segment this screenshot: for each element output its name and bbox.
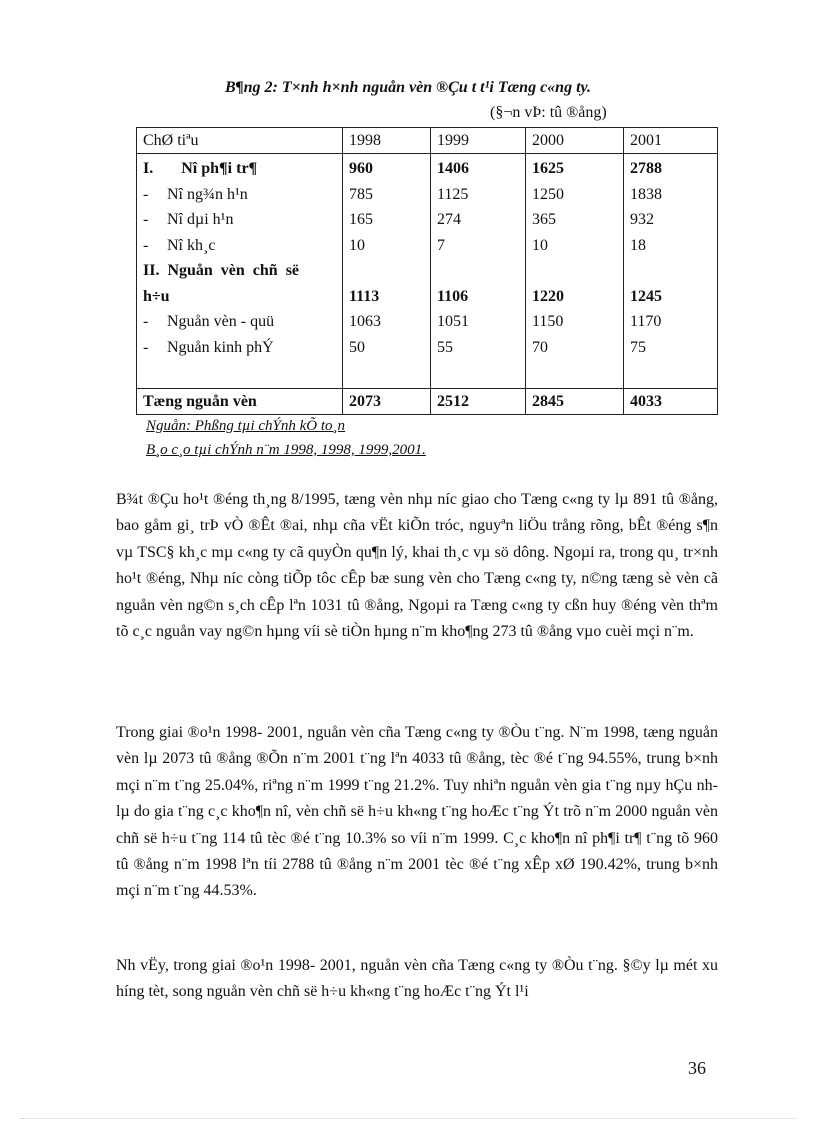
value-cell: 1250 [532, 185, 564, 203]
blank-line [532, 258, 617, 284]
value-cell: 932 [630, 211, 654, 228]
value-cell: 1406 [437, 160, 469, 177]
total-value: 4033 [624, 388, 718, 414]
value-cell: 55 [437, 338, 453, 356]
section2-label-line1: II. Nguån vèn chñ së [143, 262, 300, 279]
blank-line [630, 360, 711, 386]
total-label: Tæng nguån vèn [137, 388, 343, 414]
value-cell: 1245 [630, 287, 662, 305]
blank-line [349, 360, 424, 386]
row-label: - Nî kh¸c [143, 236, 216, 254]
total-value: 2073 [343, 388, 431, 414]
data-table [136, 127, 718, 415]
blank-line [437, 258, 519, 284]
value-cell: 1150 [532, 313, 564, 330]
value-cell: 1063 [349, 313, 381, 330]
value-cell: 1220 [532, 287, 564, 305]
section1-label: I. Nî ph¶i tr¶ [143, 160, 258, 177]
paragraph: Trong giai ®o¹n 1998- 2001, nguån vèn cña Tæng c«ng ty ®Òu t¨ng. N¨m 1998, tæng nguån vèn lµ 2073 tû ®ång ®Õn n¨m 2001 t¨ng lªn 4033 tû ®ång, tèc ®é t¨ng 94.55%, trung b×nh mçi n¨m t¨ng 25.04%, riªng n¨m 1999 t¨ng 21.2%. Tuy nhiªn nguån vèn gia t¨ng nµy hÇu nh lµ do gia t¨ng c¸c kho¶n nî, vèn chñ së h÷u kh«ng t¨ng hoÆc t¨ng Ýt trõ n¨m 2000 nguån vèn chñ së h÷u t¨ng 114 tû tèc ®é t¨ng 10.3% so víi n¨m 1999. C¸c kho¶n nî ph¶i tr¶ t¨ng tõ 960 tû ®ång n¨m 1998 lªn tíi 2788 tû ®ång n¨m 2001 tèc ®é t¨ng xÊp xØ 190.42%, trung b×nh mçi n¨m t¨ng 44.53%. [116, 724, 718, 900]
item-label: Nî ng¾n h¹n [167, 185, 248, 203]
value-cell: 2788 [630, 160, 662, 177]
table-body-row [137, 154, 718, 389]
year-col-1999 [431, 154, 526, 389]
blank-line [437, 360, 519, 386]
value-cell: 1838 [630, 185, 662, 203]
row-label: - Nguån kinh phÝ [143, 338, 274, 356]
value-cell: 10 [349, 236, 365, 254]
value-cell: 165 [349, 211, 373, 228]
blank-line [349, 258, 424, 284]
paragraph: B¾t ®Çu ho¹t ®éng th¸ng 8/1995, tæng vèn nhµ níc giao cho Tæng c«ng ty lµ 891 tû ®ång, bao gåm gi¸ trÞ vÒ ®Êt ®ai, nhµ cña vËt kiÕn tróc, nguyªn liÖu trång rõng, bÊt ®éng s¶n vµ TSC§ kh¸c mµ c«ng ty cã quyÒn qu¶n lý, khai th¸c vµ sö dông. Ngoµi ra, trong qu¸ tr×nh ho¹t ®éng, Nhµ níc còng tiÕp tôc cÊp bæ sung vèn cho Tæng c«ng ty, n©ng tæng sè vèn cã nguån vèn ng©n s¸ch cÊp lªn 1031 tû ®ång, Ngoµi ra Tæng c«ng ty cßn huy ®éng vèn thªm tõ c¸c nguån vay ng©n hµng víi sè tiÒn hµng n¨m kho¶ng 273 tû ®ång vµo cuèi mçi n¨m. [116, 491, 718, 641]
year-col-1998 [343, 154, 431, 389]
value-cell: 960 [349, 160, 373, 177]
year-col-2001 [624, 154, 718, 389]
blank-line [630, 258, 711, 284]
blank-line [532, 360, 617, 386]
total-value: 2845 [526, 388, 624, 414]
value-cell: 365 [532, 211, 556, 228]
value-cell: 70 [532, 338, 548, 356]
page-number: 36 [688, 1058, 706, 1078]
item-label: Nî dµi h¹n [167, 211, 234, 228]
table-header-row [137, 128, 718, 154]
value-cell: 1125 [437, 185, 469, 203]
value-cell: 10 [532, 236, 548, 254]
value-cell: 785 [349, 185, 373, 203]
source-line: Nguån: Phßng tµi chÝnh kÕ to¸n [146, 418, 346, 434]
paragraph: Nh vËy, trong giai ®o¹n 1998- 2001, nguån vèn cña Tæng c«ng ty ®Òu t¨ng. §©y lµ mét xu híng tèt, song nguån vèn chñ së h÷u kh«ng t¨ng hoÆc t¨ng Ýt l¹i [116, 957, 718, 1001]
blank-line [143, 360, 336, 386]
value-cell: 75 [630, 338, 646, 356]
source-line: B¸o c¸o tµi chÝnh n¨m 1998, 1998, 1999,2001. [146, 442, 426, 458]
row-label: - Nî dµi h¹n [143, 211, 234, 228]
section2-label-line2: h÷u [143, 287, 170, 305]
header-cell: 2000 [526, 128, 624, 154]
table-unit: (§¬n vÞ: tû ®ång) [490, 104, 607, 121]
value-cell: 1106 [437, 287, 469, 305]
row-label: - Nî ng¾n h¹n [143, 185, 248, 203]
value-cell: 1051 [437, 313, 469, 330]
value-cell: 7 [437, 236, 445, 254]
header-cell: 1999 [431, 128, 526, 154]
total-value: 2512 [431, 388, 526, 414]
header-cell: 1998 [343, 128, 431, 154]
value-cell: 1113 [349, 287, 380, 305]
table-caption: B¶ng 2: T×nh h×nh nguån vèn ®Çu t t¹i Tæng c«ng ty. [224, 79, 592, 96]
table-total-row [137, 388, 718, 414]
item-label: Nguån vèn - quü [167, 313, 275, 330]
value-cell: 18 [630, 236, 646, 254]
table-source [146, 414, 426, 462]
value-cell: 50 [349, 338, 365, 356]
item-label: Nî kh¸c [167, 236, 216, 254]
row-label: - Nguån vèn - quü [143, 313, 275, 330]
value-cell: 1170 [630, 313, 662, 330]
header-cell: ChØ tiªu [137, 128, 343, 154]
row-labels-cell [137, 154, 343, 389]
page-bottom-rule [20, 1118, 796, 1119]
header-cell: 2001 [624, 128, 718, 154]
item-label: Nguån kinh phÝ [167, 338, 274, 356]
value-cell: 274 [437, 211, 461, 228]
value-cell: 1625 [532, 160, 564, 177]
year-col-2000 [526, 154, 624, 389]
